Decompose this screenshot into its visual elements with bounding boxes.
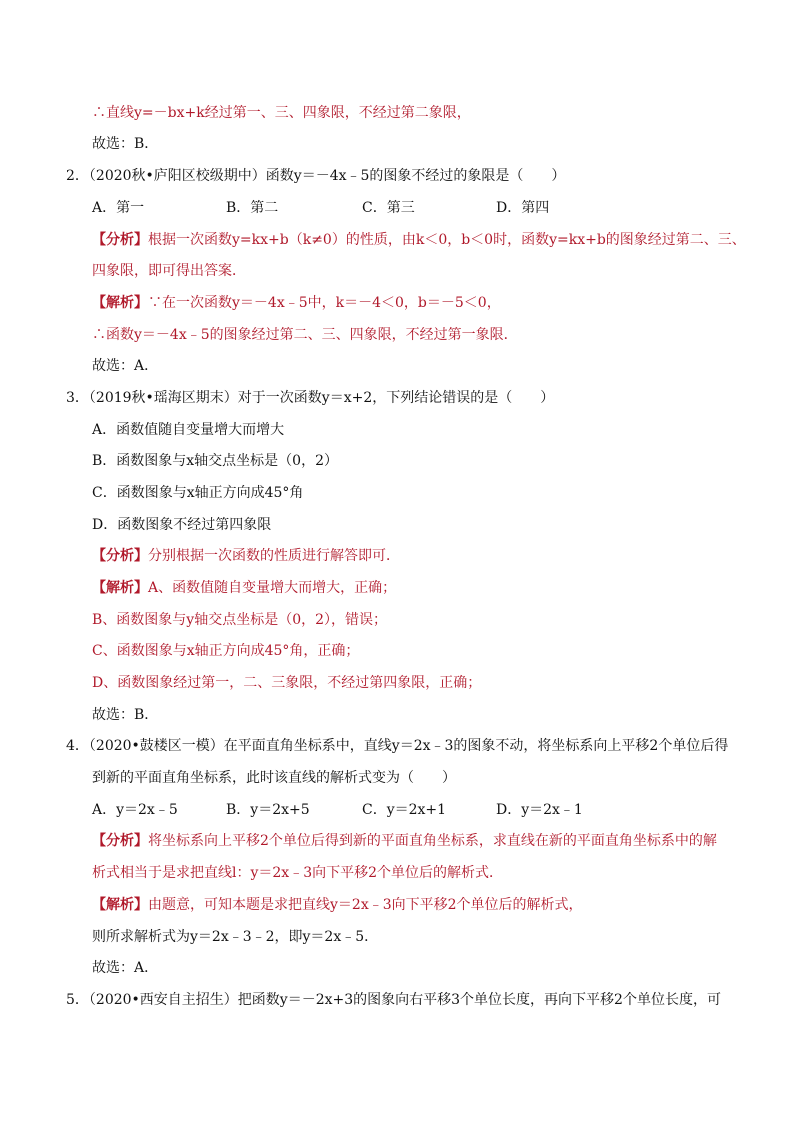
q4-solution-text1: 由题意，可知本题是求把直线y＝2x﹣3向下平移2个单位后的解析式， bbox=[148, 897, 583, 913]
q4-solution-line2: 则所求解析式为y＝2x﹣3﹣2，即y＝2x﹣5． bbox=[92, 929, 379, 945]
q4-option-d: D．y＝2x﹣1 bbox=[496, 802, 583, 818]
q4-analysis-text1: 将坐标系向上平移2个单位后得到新的平面直角坐标系，求直线在新的平面直角坐标系中的解 bbox=[148, 833, 717, 849]
q4-stem-line1: 4．（2020•鼓楼区一模）在平面直角坐标系中，直线y＝2x﹣3的图象不动，将坐标系向上平移2个单位后得 bbox=[66, 738, 729, 754]
q4-option-a: A．y＝2x﹣5 bbox=[92, 802, 178, 818]
q3-analysis-text1: 分别根据一次函数的性质进行解答即可． bbox=[148, 548, 400, 564]
q3-option-d: D．函数图象不经过第四象限 bbox=[92, 517, 272, 533]
q3-analysis-tag: 【分析】 bbox=[92, 548, 148, 564]
q5-stem-line1: 5．（2020•西安自主招生）把函数y＝－2x+3的图象向右平移3个单位长度，再向下平移2个单位长度，可 bbox=[66, 992, 721, 1008]
q2-analysis-tag: 【分析】 bbox=[92, 232, 148, 248]
q4-solution-line1 bbox=[92, 896, 583, 914]
q2-solution-line1 bbox=[92, 294, 501, 312]
q4-solution-tag: 【解析】 bbox=[92, 897, 148, 913]
q2-solution-line2: ∴函数y＝－4x﹣5的图象经过第二、三、四象限，不经过第一象限． bbox=[92, 327, 518, 343]
q2-analysis-text1: 根据一次函数y=kx+b（k≠0）的性质，由k＜0，b＜0时，函数y=kx+b的图象经过第二、三、 bbox=[148, 232, 746, 248]
q3-solution-line4: D、函数图象经过第一，二、三象限，不经过第四象限，正确； bbox=[92, 675, 482, 691]
q2-analysis-line2: 四象限，即可得出答案． bbox=[92, 263, 246, 279]
q4-answer: 故选：A． bbox=[92, 960, 159, 976]
q4-analysis-line1 bbox=[92, 832, 717, 850]
q1-conclusion: ∴直线y=－bx+k经过第一、三、四象限，不经过第二象限， bbox=[92, 105, 471, 121]
q2-answer: 故选：A． bbox=[92, 358, 159, 374]
q4-analysis-line2: 析式相当于是求把直线l：y＝2x﹣3向下平移2个单位后的解析式． bbox=[92, 865, 504, 881]
q4-option-b: B．y＝2x+5 bbox=[226, 802, 310, 818]
q2-analysis-line1 bbox=[92, 231, 746, 249]
q2-solution-text1: ∵在一次函数y＝－4x﹣5中，k＝－4＜0，b＝－5＜0， bbox=[148, 295, 501, 311]
q4-stem-line2: 到新的平面直角坐标系，此时该直线的解析式变为（ ） bbox=[92, 770, 456, 786]
q2-option-d: D．第四 bbox=[496, 200, 550, 216]
q4-option-c: C．y＝2x+1 bbox=[362, 802, 447, 818]
q3-option-c: C．函数图象与x轴正方向成45°角 bbox=[92, 485, 304, 501]
q2-option-c: C．第三 bbox=[362, 200, 415, 216]
q2-solution-tag: 【解析】 bbox=[92, 295, 148, 311]
q3-stem: 3．（2019秋•瑶海区期末）对于一次函数y＝x+2，下列结论错误的是（ ） bbox=[66, 390, 555, 406]
q3-analysis-line1 bbox=[92, 547, 400, 565]
q3-solution-line1 bbox=[92, 579, 396, 597]
q3-solution-tag: 【解析】 bbox=[92, 580, 148, 596]
q3-solution-line2: B、函数图象与y轴交点坐标是（0，2），错误； bbox=[92, 612, 388, 628]
q2-option-b: B．第二 bbox=[226, 200, 279, 216]
q3-answer: 故选：B． bbox=[92, 707, 159, 723]
q2-stem: 2．（2020秋•庐阳区校级期中）函数y＝－4x﹣5的图象不经过的象限是（ ） bbox=[66, 168, 566, 184]
q3-solution-text1: A、函数值随自变量增大而增大，正确； bbox=[148, 580, 397, 596]
q3-solution-line3: C、函数图象与x轴正方向成45°角，正确； bbox=[92, 643, 360, 659]
q2-option-a: A．第一 bbox=[92, 200, 145, 216]
q3-option-a: A．函数值随自变量增大而增大 bbox=[92, 422, 285, 438]
q3-option-b: B．函数图象与x轴交点坐标是（0，2） bbox=[92, 453, 338, 469]
q1-answer: 故选：B． bbox=[92, 136, 159, 152]
q4-analysis-tag: 【分析】 bbox=[92, 833, 148, 849]
